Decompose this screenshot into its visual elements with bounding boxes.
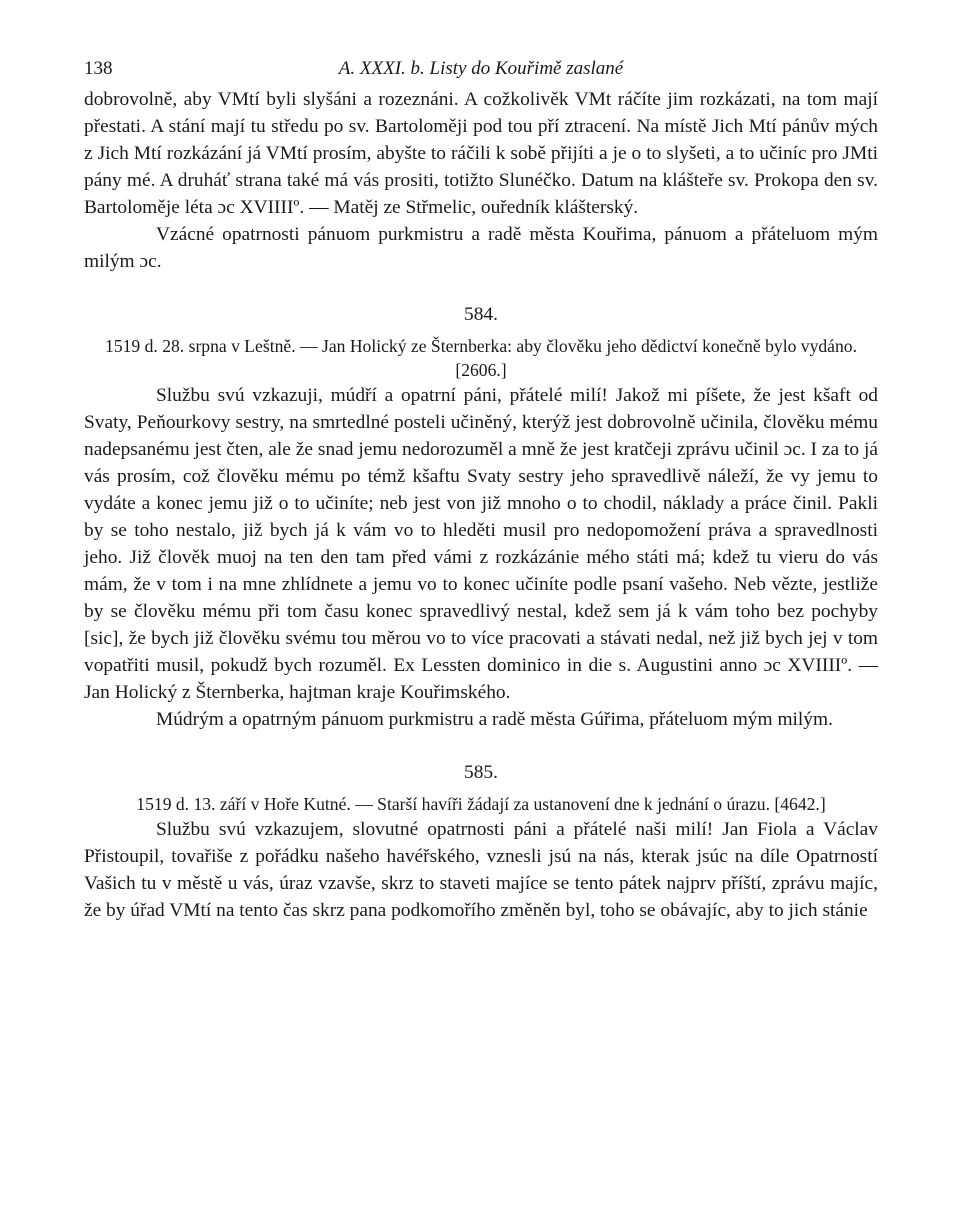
letter-address: Múdrým a opatrným pánuom purkmistru a radě města Gúřima, přáteluom mým milým. <box>156 709 833 730</box>
continued-letter-text: dobrovolně, aby VMtí byli slyšáni a rozeznáni. A cožkolivěk VMt ráčíte jim rozkázati, na tom mají přestati. A stání mají tu středu po sv. Bartoloměji pod tou pří ztracení. Na místě Jich Mtí pánův mých z Jich Mtí rozkázání já VMtí prosím, abyšte to ráčili k sobě přijíti a je o to slyšeti, a to učiníc pro JMti pány mé. A druháť strana také má vás prositi, totižto Slunéčko. Datum na klášteře sv. Prokopa den sv. Bartoloměje léta ɔc XVIIIIº. — Matěj ze Střmelic, ouředník klášterský. <box>84 89 878 218</box>
letter-number: 585. <box>464 762 498 783</box>
page-header <box>84 58 878 86</box>
main-text <box>84 86 878 924</box>
running-title: A. XXXI. b. Listy do Kouřimě zaslané <box>338 58 624 79</box>
letter-body: Službu svú vzkazuji, múdří a opatrní páni, přátelé milí! Jakož mi píšete, že jest kšaft od Svaty, Peňourkovy sestry, na smrtedlné posteli učiněný, kterýž jest dobrovolně učinila, člověku mému nadepsanému jest čten, ale že snad jemu nedorozuměl a mně že jest kratčeji zprávu učinil ɔc. I za to já vás prosím, což člověku mému po témž kšaftu Svaty sestry jeho spravedlivě náleží, že vy jemu to vydáte a konec jemu již o to učiníte; neb jest von již mnoho o to chodil, náklady a práce činil. Pakli by se toho nestalo, již bych já k vám vo to hleděti musil pro nedopomožení práva a spravedlnosti jeho. Již člověk muoj na ten den tam před vámi z rozkázánie mého státi má; kdež tu vieru do vás mám, že v tom i na mne zhlídnete a jemu vo to konec učiníte podle psaní vašeho. Neb vězte, jestliže by se člověku mému při tom času konec spravedlivý nestal, kdež sem já k vám toho bez pochyby [sic], že bych již člověku svému tou měrou vo to více pracovati a stávati nedal, než již bych jej v tom vopatřiti musil, pokudž bych rozuměl. Ex Lessten dominico in die s. Augustini anno ɔc XVIIIIº. — Jan Holický z Šternberka, hajtman kraje Kouřimského. <box>84 385 878 703</box>
page-number: 138 <box>84 58 113 79</box>
book-page <box>84 58 878 924</box>
letter-summary: 1519 d. 13. září v Hoře Kutné. — Starší havíři žádají za ustanovení dne k jednání o úrazu. [4642.] <box>136 794 826 814</box>
letter-summary: 1519 d. 28. srpna v Leštně. — Jan Holický ze Šternberka: aby člověku jeho dědictví konečně bylo vydáno. [2606.] <box>105 336 857 380</box>
letter-address: Vzácné opatrnosti pánuom purkmistru a radě města Kouřima, pánuom a přáteluom mým milým ɔc. <box>84 224 878 272</box>
letter-body: Službu svú vzkazujem, slovutné opatrnosti páni a přátelé naši milí! Jan Fiola a Václav Přistoupil, tovařiše z pořádku našeho havéřského, vznesli jsú na nás, kterak jsúc na díle Opatrností Vašich tu v městě u vás, úraz vzavše, skrz to staveti majíce se tento pátek najprv příští, zprávu majíc, že by úřad VMtí na tento čas skrz pana podkomořího změněn byl, toho se obávajíc, aby to jich stánie <box>84 819 878 921</box>
letter-number: 584. <box>464 304 498 325</box>
